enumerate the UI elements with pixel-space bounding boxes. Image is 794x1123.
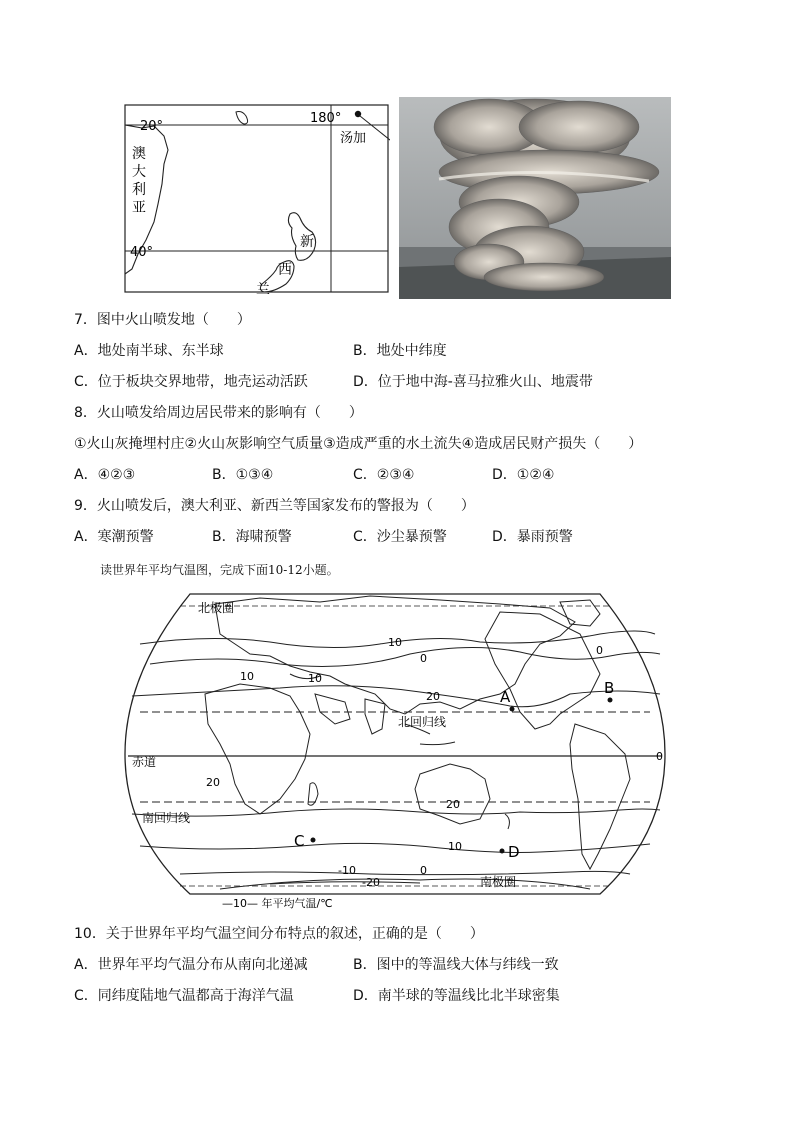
nz-char-3: 兰 (256, 282, 270, 294)
point-b-label: B (604, 679, 615, 697)
isotherm-label-7: 0 (656, 750, 663, 763)
q10-stem: 10．关于世界年平均气温空间分布特点的叙述，正确的是（ ） (74, 926, 484, 942)
tropic-of-cancer-label: 北回归线 (398, 715, 447, 729)
australia-char-3: 利 (132, 182, 146, 198)
isotherm-label-3: 10 (240, 670, 254, 683)
point-b-dot (608, 698, 613, 703)
point-d-dot (500, 849, 505, 854)
tropic-of-capricorn-label: 南回归线 (142, 811, 191, 825)
q8-stem: 8．火山喷发给周边居民带来的影响有（ ） (74, 405, 363, 421)
q8-option-d[interactable]: D．①②④ (492, 467, 555, 483)
q7-option-b[interactable]: B．地处中纬度 (353, 343, 447, 359)
q9-option-c[interactable]: C．沙尘暴预警 (353, 529, 447, 545)
q9-option-a[interactable]: A．寒潮预警 (74, 529, 154, 545)
isotherm-label-10: -10 (338, 864, 356, 877)
q8-option-b[interactable]: B．①③④ (212, 467, 274, 483)
q7-option-a[interactable]: A．地处南半球、东半球 (74, 343, 224, 359)
point-a-label: A (500, 688, 511, 706)
lat-20-label: 20° (140, 119, 164, 134)
antarctic-circle-label: 南极圈 (480, 875, 517, 889)
world-temperature-map (120, 584, 670, 914)
isotherm-label-11: -20 (362, 876, 380, 889)
equator-label: 赤道 (132, 755, 157, 769)
point-a-dot (510, 707, 515, 712)
q10-option-c[interactable]: C．同纬度陆地气温都高于海洋气温 (74, 988, 294, 1004)
isotherm-label-6: 20 (206, 776, 220, 789)
q10-option-b[interactable]: B．图中的等温线大体与纬线一致 (353, 957, 559, 973)
q8-option-a[interactable]: A．④②③ (74, 467, 136, 483)
point-c-label: C (294, 832, 305, 850)
volcano-eruption-photo (399, 97, 671, 299)
q7-stem: 7．图中火山喷发地（ ） (74, 312, 251, 328)
point-d-label: D (508, 843, 520, 861)
nz-char-2: 西 (278, 262, 292, 278)
map-legend: —10— 年平均气温/℃ (222, 897, 333, 910)
isotherm-label-9: 10 (448, 840, 462, 853)
arctic-circle-label: 北极圈 (198, 601, 235, 615)
q10-option-a[interactable]: A．世界年平均气温分布从南向北递减 (74, 957, 308, 973)
q8-option-c[interactable]: C．②③④ (353, 467, 415, 483)
q7-option-d[interactable]: D．位于地中海-喜马拉雅火山、地震带 (353, 374, 593, 390)
q8-items: ①火山灰掩埋村庄②火山灰影响空气质量③造成严重的水土流失④造成居民财产损失（ ） (74, 436, 643, 452)
lat-40-label: 40° (130, 245, 154, 260)
australia-char-4: 亚 (132, 200, 146, 216)
tonga-label: 汤加 (340, 131, 367, 146)
isotherm-label-13: 0 (596, 644, 603, 657)
isotherm-label-2: 0 (420, 652, 427, 665)
nz-char-1: 新 (300, 234, 314, 250)
q7-option-c[interactable]: C．位于板块交界地带，地壳运动活跃 (74, 374, 308, 390)
section-intro: 读世界年平均气温图，完成下面10-12小题。 (100, 563, 339, 577)
q10-option-d[interactable]: D．南半球的等温线比北半球密集 (353, 988, 560, 1004)
lon-180-label: 180° (310, 111, 342, 126)
isotherm-label-4: 10 (308, 672, 322, 685)
tonga-location-map (124, 104, 390, 294)
isotherm-label-5: 20 (426, 690, 440, 703)
q9-stem: 9．火山喷发后，澳大利亚、新西兰等国家发布的警报为（ ） (74, 498, 475, 514)
australia-char-2: 大 (132, 164, 146, 180)
q9-option-d[interactable]: D．暴雨预警 (492, 529, 573, 545)
australia-char-1: 澳 (132, 146, 146, 162)
isotherm-label-8: 20 (446, 798, 460, 811)
isotherm-label-1: 10 (388, 636, 402, 649)
point-c-dot (311, 838, 316, 843)
q9-option-b[interactable]: B．海啸预警 (212, 529, 292, 545)
isotherm-label-12: 0 (420, 864, 427, 877)
